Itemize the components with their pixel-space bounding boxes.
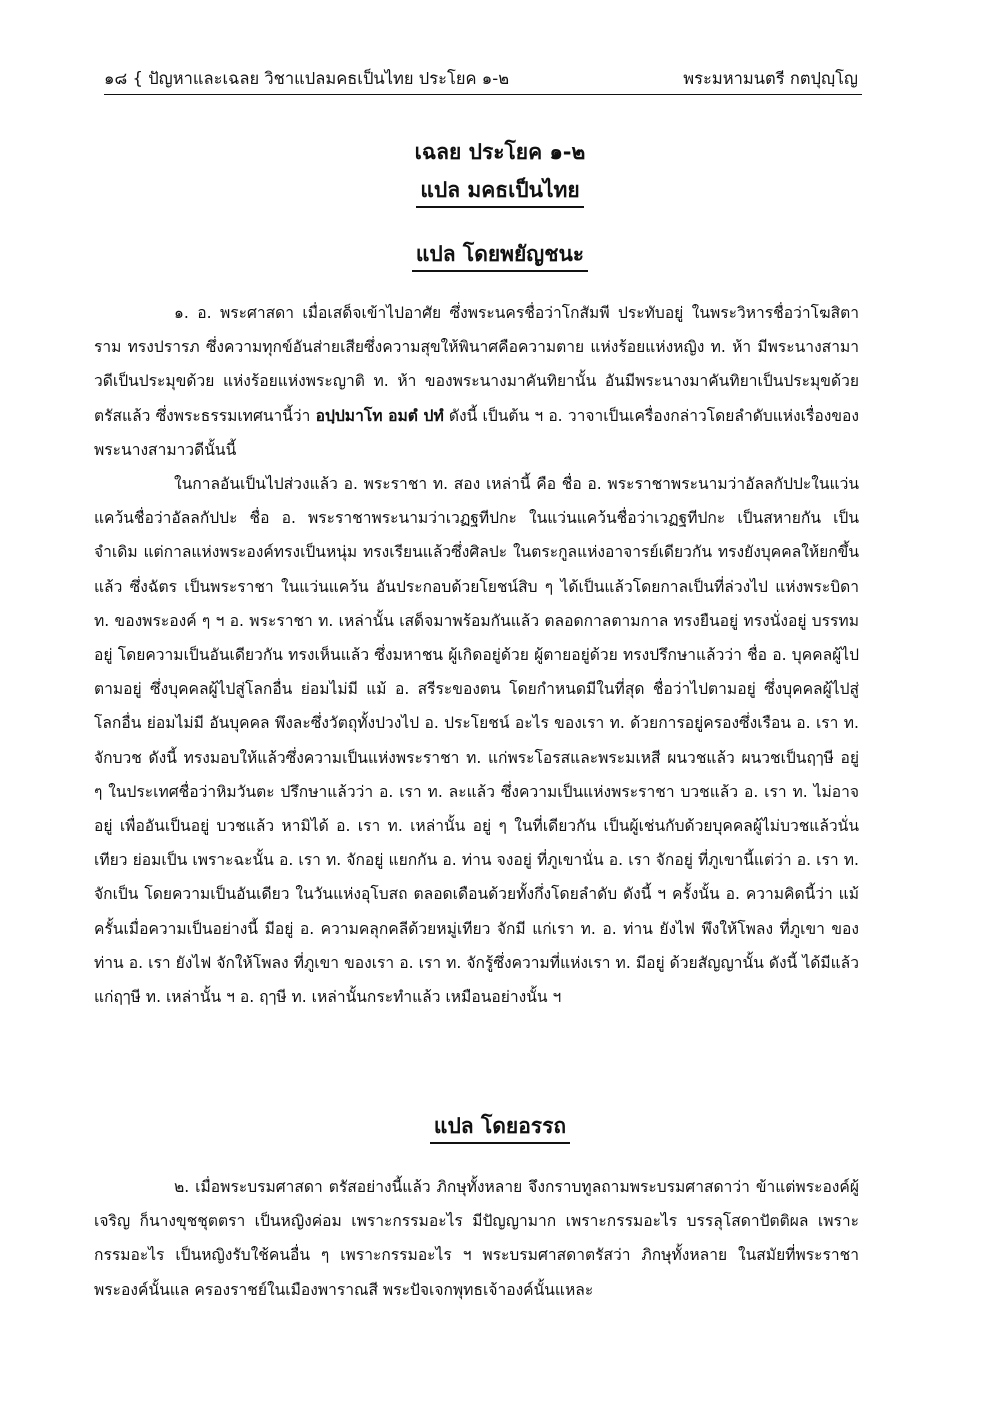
paragraph-1-text-a: ๑. อ. พระศาสดา เมื่อเสด็จเข้าไปอาศัย ซึ่งพระนครชื่อว่าโกสัมพี ประทับอยู่ ในพระวิหารชื่อว่าโฆสิตาราม ทรงปรารภ ซึ่งความทุกข์อันส่ายเสียซึ่งความสุขให้พินาศคือความตาย แห่งร้อยแห่งหญิง ท. ห้า มีพระนางสามาวดีเป็นประมุขด้วย แห่งร้อยแห่งพระญาติ ท. ห้า ของพระนางมาคันทิยานั้น อันมีพระนางมาคันทิยาเป็นประมุขด้วย ตรัสแล้ว ซึ่งพระธรรมเทศนานี้ว่า: [94, 304, 859, 425]
heading-literal: [0, 238, 1000, 271]
pali-quote: อปฺปมาโท อมตํ ปทํ: [315, 406, 444, 425]
page-header: [104, 62, 862, 95]
title-translation-text: แปล มคธเป็นไทย: [416, 178, 583, 208]
header-left-text: ๑๘ { ปัญหาและเฉลย วิชาแปลมคธเป็นไทย ประโยค ๑-๒: [104, 69, 510, 88]
paragraph-3: ๒. เมื่อพระบรมศาสดา ตรัสอย่างนี้แล้ว ภิกษุทั้งหลาย จึงกราบทูลถามพระบรมศาสดาว่า ข้าแต่พระองค์ผู้เจริญ ก็นางขุชชุตตรา เป็นหญิงค่อม เพราะกรรมอะไร มีปัญญามาก เพราะกรรมอะไร บรรลุโสดาปัตติผล เพราะกรรมอะไร เป็นหญิงรับใช้คนอื่น ๆ เพราะกรรมอะไร ฯ พระบรมศาสดาตรัสว่า ภิกษุทั้งหลาย ในสมัยที่พระราชาพระองค์นั้นแล ครองราชย์ในเมืองพาราณสี พระปัจเจกพุทธเจ้าองค์นั้นแหละ: [94, 1178, 859, 1299]
heading-literal-text: แปล โดยพยัญชนะ: [412, 242, 588, 272]
meaning-translation-body: [94, 1170, 859, 1307]
paragraph-2: ในกาลอันเป็นไปส่วงแล้ว อ. พระราชา ท. สอง เหล่านี้ คือ ชื่อ อ. พระราชาพระนามว่าอัลลกัปปะในแว่นแคว้นชื่อว่าอัลลกัปปะ ชื่อ อ. พระราชาพระนามว่าเวฏฐทีปกะ ในแว่นแคว้นชื่อว่าเวฏฐทีปกะ เป็นสหายกัน เป็น จำเดิม แต่กาลแห่งพระองค์ทรงเป็นหนุ่ม ทรงเรียนแล้วซึ่งศิลปะ ในตระกูลแห่งอาจารย์เดียวกัน ทรงยังบุคคลให้ยกขึ้นแล้ว ซึ่งฉัตร เป็นพระราชา ในแว่นแคว้น อันประกอบด้วยโยชน์สิบ ๆ ได้เป็นแล้วโดยกาลเป็นที่ล่วงไป แห่งพระบิดา ท. ของพระองค์ ๆ ฯ อ. พระราชา ท. เหล่านั้น เสด็จมาพร้อมกันแล้ว ตลอดกาลตามกาล ทรงยืนอยู่ ทรงนั่งอยู่ บรรทมอยู่ โดยความเป็นอันเดียวกัน ทรงเห็นแล้ว ซึ่งมหาชน ผู้เกิดอยู่ด้วย ผู้ตายอยู่ด้วย ทรงปรึกษาแล้วว่า ชื่อ อ. บุคคลผู้ไปตามอยู่ ซึ่งบุคคลผู้ไปสู่โลกอื่น ย่อมไม่มี แม้ อ. สรีระของตน โดยกำหนดมีในที่สุด ชื่อว่าไปตามอยู่ ซึ่งบุคคลผู้ไปสู่โลกอื่น ย่อมไม่มี อันบุคคล พึงละซึ่งวัตถุทั้งปวงไป อ. ประโยชน์ อะไร ของเรา ท. ด้วยการอยู่ครองซึ่งเรือน อ. เรา ท. จักบวช ดังนี้ ทรงมอบให้แล้วซึ่งความเป็นแห่งพระราชา ท. แก่พระโอรสและพระมเหสี ผนวชแล้ว ผนวชเป็นฤๅษี อยู่ ๆ ในประเทศชื่อว่าหิมวันตะ ปรึกษาแล้วว่า อ. เรา ท. ละแล้ว ซึ่งความเป็นแห่งพระราชา บวชแล้ว อ. เรา ท. ไม่อาจอยู่ เพื่ออันเป็นอยู่ บวชแล้ว หามิได้ อ. เรา ท. เหล่านั้น อยู่ ๆ ในที่เดียวกัน เป็นผู้เช่นกับด้วยบุคคลผู้ไม่บวชแล้วนั่นเทียว ย่อมเป็น เพราะฉะนั้น อ. เรา ท. จักอยู่ แยกกัน อ. ท่าน จงอยู่ ที่ภูเขานั่น อ. เรา จักอยู่ ที่ภูเขานี้แต่ว่า อ. เรา ท. จักเป็น โดยความเป็นอันเดียว ในวันแห่งอุโบสถ ตลอดเดือนด้วยทั้งกึ่งโดยลำดับ ดังนี้ ฯ ครั้งนั้น อ. ความคิดนี้ว่า แม้ครั้นเมื่อความเป็นอย่างนี้ มีอยู่ อ. ความคลุกคลีด้วยหมู่เทียว จักมี แก่เรา ท. อ. ท่าน ยังไฟ พึงให้โพลง ที่ภูเขา ของท่าน อ. เรา ยังไฟ จักให้โพลง ที่ภูเขา ของเรา อ. เรา ท. จักรู้ซึ่งความที่แห่งเรา ท. มีอยู่ ด้วยสัญญานั้น ดังนี้ ได้มีแล้วแก่ฤๅษี ท. เหล่านั้น ฯ อ. ฤๅษี ท. เหล่านั้นกระทำแล้ว เหมือนอย่างนั้น ฯ: [94, 475, 859, 1007]
heading-meaning-text: แปล โดยอรรถ: [430, 1114, 570, 1144]
header-author: พระมหามนตรี กตปุญฺโญ: [683, 69, 858, 88]
literal-translation-body: [94, 296, 859, 1014]
title-answer: [0, 136, 1000, 169]
paragraph-1: [94, 296, 859, 467]
heading-meaning: [0, 1110, 1000, 1143]
title-answer-text: เฉลย ประโยค ๑-๒: [414, 140, 586, 164]
title-translation: [0, 174, 1000, 207]
paragraph-1-text-c: ดังนี้ เป็นต้น ฯ อ. วาจาเป็นเครื่องกล่าวโดยลำดับแห่งเรื่องของพระนางสามาวดีนั้นนี้: [94, 406, 859, 459]
